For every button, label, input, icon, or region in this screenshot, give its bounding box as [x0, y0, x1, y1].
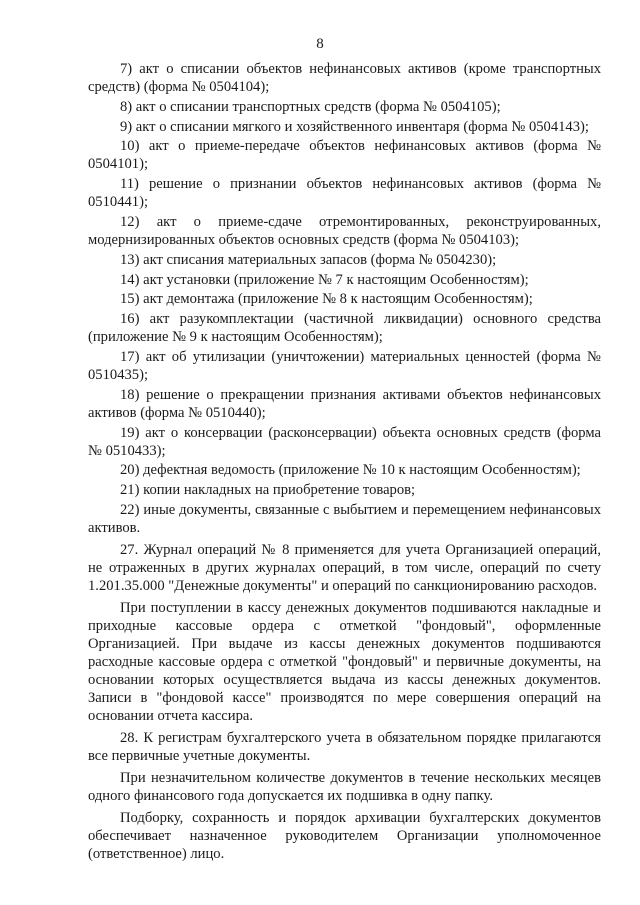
- list-item-9: 9) акт о списании мягкого и хозяйственного инвентаря (форма № 0504143);: [120, 118, 589, 135]
- section-27-paragraph: 27. Журнал операций № 8 применяется для учета Организацией операций, не отраженных в других журналах операций, в том числе, операций по счету 1.201.35.000 "Денежные документы" и операций по санкционированию расходов.: [88, 541, 601, 594]
- binding-paragraph: При незначительном количестве документов в течение нескольких месяцев одного финансового года допускается их подшивка в одну папку.: [88, 769, 601, 804]
- list-item-12: 12) акт о приеме-сдаче отремонтированных, реконструированных, модернизированных объектов основных средств (форма № 0504103);: [88, 213, 601, 248]
- list-item-11: 11) решение о признании объектов нефинансовых активов (форма № 0510441);: [88, 176, 601, 211]
- list-item-17: 17) акт об утилизации (уничтожении) материальных ценностей (форма № 0510435);: [88, 348, 601, 383]
- list-item-22: 22) иные документы, связанные с выбытием и перемещением нефинансовых активов.: [88, 501, 601, 536]
- list-item-15: 15) акт демонтажа (приложение № 8 к настоящим Особенностям);: [120, 291, 533, 308]
- list-item-8: 8) акт о списании транспортных средств (форма № 0504105);: [120, 98, 501, 115]
- archiving-paragraph: Подборку, сохранность и порядок архивации бухгалтерских документов обеспечивает назначенное руководителем Организации уполномоченное (ответственное) лицо.: [88, 809, 601, 862]
- list-item-21: 21) копии накладных на приобретение товаров;: [120, 482, 416, 499]
- page-number: 8: [316, 36, 324, 52]
- list-item-13: 13) акт списания материальных запасов (форма № 0504230);: [120, 251, 497, 268]
- list-item-20: 20) дефектная ведомость (приложение № 10 к настоящим Особенностям);: [120, 462, 581, 479]
- section-28-paragraph: 28. К регистрам бухгалтерского учета в обязательном порядке прилагаются все первичные учетные документы.: [88, 729, 601, 764]
- document-body: [88, 60, 601, 865]
- list-item-14: 14) акт установки (приложение № 7 к настоящим Особенностям);: [120, 271, 529, 288]
- list-item-10: 10) акт о приеме-передаче объектов нефинансовых активов (форма № 0504101);: [88, 138, 601, 173]
- list-item-18: 18) решение о прекращении признания активами объектов нефинансовых активов (форма № 0510440);: [88, 386, 601, 421]
- cash-documents-paragraph: При поступлении в кассу денежных документов подшиваются накладные и приходные кассовые ордера с отметкой "фондовый", оформленные Организацией. При выдаче из кассы денежных документов подшиваются расходные кассовые ордера с отметкой "фондовый" и первичные документы, на основании которых осуществляется выдача из кассы денежных документов. Записи в "фондовой кассе" производятся по мере совершения операций на основании отчета кассира.: [88, 599, 601, 724]
- list-item-16: 16) акт разукомплектации (частичной ликвидации) основного средства (приложение № 9 к настоящим Особенностям);: [88, 311, 601, 346]
- list-item-7: 7) акт о списании объектов нефинансовых активов (кроме транспортных средств) (форма № 0504104);: [88, 61, 601, 95]
- list-item-19: 19) акт о консервации (расконсервации) объекта основных средств (форма № 0510433);: [88, 424, 601, 459]
